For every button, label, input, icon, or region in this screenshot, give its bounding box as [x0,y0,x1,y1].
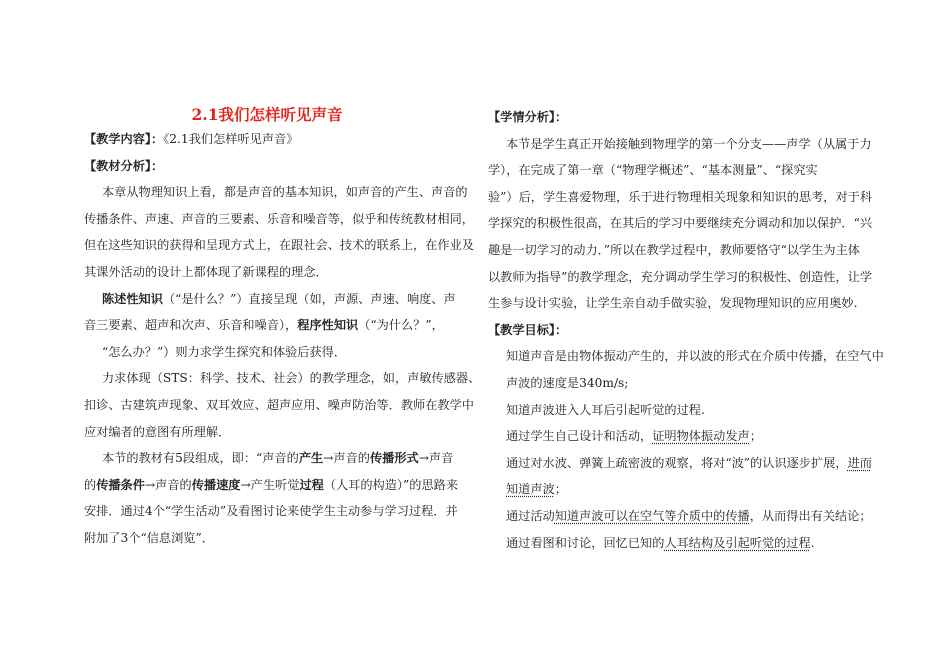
bold-term: 传播形式 [369,451,419,466]
analysis-paragraph-4 [84,445,470,551]
bold-term: 过程 [299,477,324,492]
goal-line [488,530,866,557]
page-title: 2.1我们怎样听见声音 [191,105,343,124]
text-line: 以教师为指导”的教学理念，充分调动学生学习的积极性、创造性，让学 [488,269,873,284]
underlined-text: 知道声波可以在空气等介质中的传播 [554,508,750,523]
goal-line [488,423,866,450]
material-analysis-heading: 【教材分析】： [84,158,164,173]
goal-line [488,476,866,503]
teaching-content-value: 《2.1我们怎样听见声音》 [163,132,299,146]
text-span: （“是什么？”）直接呈现（如，声源、声速、响度、声 [162,291,456,306]
text-span: 本节的教材有5段组成，即：“声音的 [102,451,299,466]
goal-line: 知道声波进入人耳后引起听觉的过程. [506,402,705,417]
text-span: 通过学生自己设计和活动， [506,429,653,444]
text-span: ； [554,482,567,497]
text-span: 音三要素、超声和次声、乐音和噪音）， [84,318,298,333]
text-line: 力求体现（STS：科学、技术、社会）的教学理念，如，声敏传感器、 [102,371,481,386]
underlined-text: 知道声波 [506,482,555,497]
text-span: 通过对水波、弹簧上疏密波的观察，将对“波”的认识逐步扩展， [506,455,848,470]
text-span: （“为什么？”， [358,318,444,333]
learning-situation-heading: 【学情分析】： [488,110,568,124]
text-line: 附加了3个“信息浏览”． [84,530,214,545]
text-span: 通过看图和讨论，回忆已知的 [506,535,665,550]
text-line: 生参与设计实验，让学生亲自动手做实验，发现物理知识的应用奥妙. [488,296,858,311]
analysis-paragraph-3 [84,365,481,445]
goal-line [488,450,872,477]
text-line: 学探究的积极性很高，在其后的学习中要继续充分调动和加以保护．“兴 [488,216,873,231]
text-line: 安排．通过4个“学生活动”及看图讨论来使学生主动参与学习过程．并 [84,504,458,519]
goal-line [488,503,872,530]
goal-line: 知道声音是由物体振动产生的，并以波的形式在介质中传播，在空气中 [506,349,884,364]
text-span: ，从而得出有关结论； [749,508,872,523]
text-line: 其课外活动的设计上都体现了新课程的理念． [84,264,328,279]
text-line: 趣是一切学习的动力．”所以在教学过程中，教师要恪守“以学生为主体 [488,242,860,257]
text-line [84,286,470,313]
text-line: 本节是学生真正开始接触到物理学的第一个分支——声学（从属于力 [506,136,872,151]
teaching-goals-list [488,343,884,556]
text-span: →产生听觉 [240,477,300,492]
bold-term: 传播条件 [96,477,145,492]
goal-line: 声波的速度是340m/s; [506,375,629,390]
text-span: 通过活动 [506,508,555,523]
text-line [84,445,470,472]
text-line [84,472,470,499]
text-line: 验”）后，学生喜爱物理，乐于进行物理相关现象和知识的思考，对于科 [488,189,873,204]
teaching-content-row [84,126,470,153]
underlined-text: 进而 [847,455,872,470]
text-span: →声音的 [323,451,370,466]
procedural-knowledge-term: 程序性知识 [297,318,359,333]
text-line [84,312,470,339]
left-column [84,104,481,552]
right-column [488,104,884,556]
text-span: →声音 [418,451,454,466]
underlined-text: 人耳结构及引起听觉的过程 [664,535,811,550]
analysis-paragraph-1 [84,179,474,285]
text-span: ； [749,429,762,444]
text-line: 但在这些知识的获得和呈现方式上，在跟社会、技术的联系上，在作业及 [84,238,474,253]
text-span: . [810,535,815,550]
declarative-knowledge-term: 陈述性知识 [102,291,163,306]
teaching-goals-heading: 【教学目标】： [488,322,568,337]
teaching-content-heading: 【教学内容】： [84,132,164,146]
text-line: 扣诊、古建筑声现象、双耳效应、超声应用、噪声防治等．教师在教学中 [84,397,474,412]
underlined-text: 证明物体振动发声 [652,429,750,444]
bold-term: 传播速度 [191,477,241,492]
text-line: 应对编者的意图有所理解． [84,424,231,439]
text-span: →声音的 [144,477,192,492]
text-line: 传播条件、声速、声音的三要素、乐音和噪音等，似乎和传统教材相同， [84,211,474,226]
learning-situation-paragraph [488,131,873,317]
bold-term: 产生 [298,451,324,466]
analysis-paragraph-2 [84,286,470,366]
text-span: 的 [84,477,97,492]
text-line: “怎么办？”）则力求学生探究和体验后获得． [102,344,347,359]
text-line: 本章从物理知识上看，都是声音的基本知识，如声音的产生、声音的 [102,185,468,200]
text-span: （人耳的构造）”的思路来 [323,477,459,492]
text-line: 学），在完成了第一章（“物理学概述”、“基本测量”、“探究实 [488,163,818,178]
